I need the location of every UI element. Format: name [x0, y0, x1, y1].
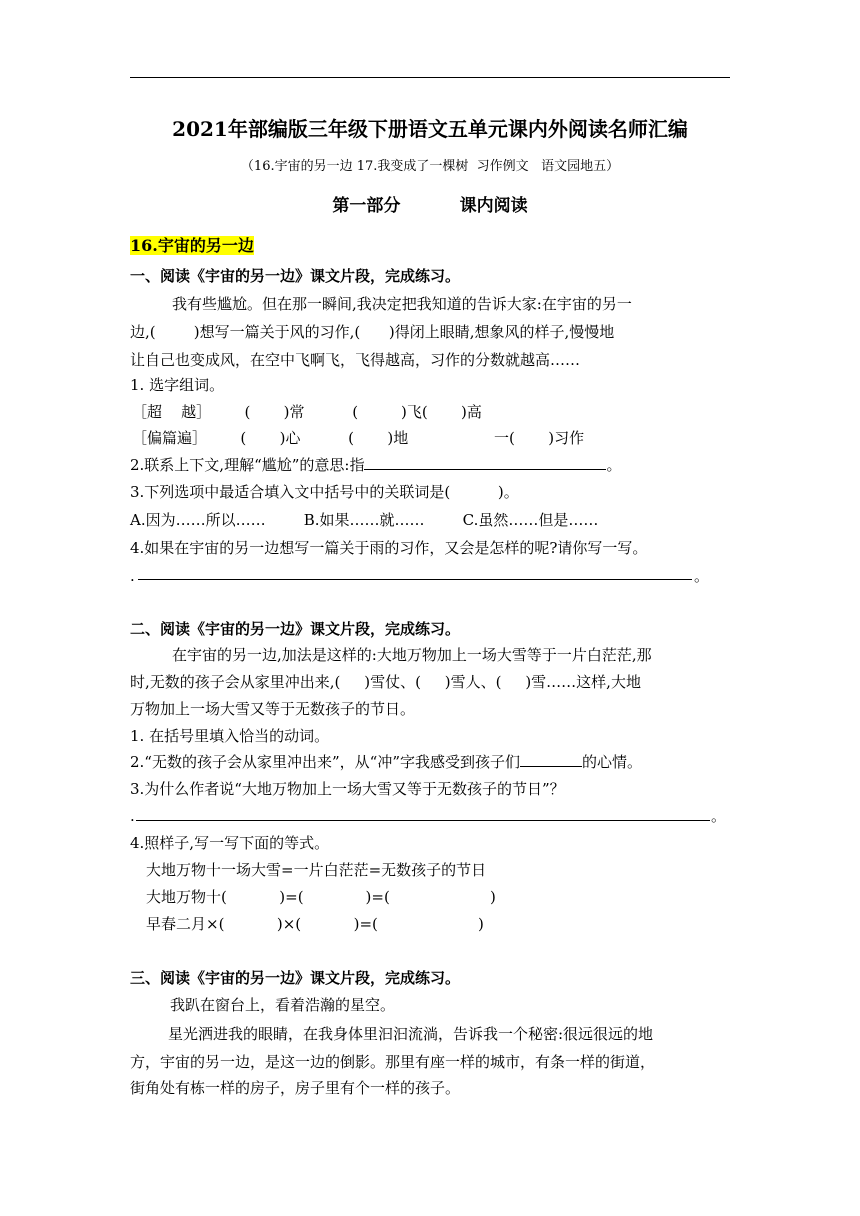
lesson-heading-text: 16.宇宙的另一边 [130, 236, 254, 255]
answer-line[interactable] [138, 579, 692, 580]
section-1-question-1: 1. 选字组词。 [130, 376, 225, 394]
section-1-question-4-end: 。 [694, 567, 710, 585]
section-2-heading: 二、阅读《宇宙的另一边》课文片段，完成练习。 [130, 620, 461, 638]
lesson-heading [130, 236, 254, 256]
section-3-passage-line-1: 我趴在窗台上，看着浩瀚的星空。 [170, 996, 396, 1014]
part-heading: 第一部分 课内阅读 [332, 196, 528, 216]
section-2-equation-2: 早春二月×( )×( )=( ) [146, 915, 484, 933]
section-1-question-4: 4.如果在宇宙的另一边想写一篇关于雨的习作，又会是怎样的呢?请你写一写。 [130, 539, 648, 557]
section-2-question-3-dot: . [130, 807, 135, 825]
section-1-question-2-end: 。 [606, 456, 622, 474]
section-1-question-1-row-2: ［偏篇遍］ ( )心 ( )地 一( )习作 [132, 429, 585, 447]
section-2-question-2-end: 的心情。 [582, 753, 643, 771]
section-2-question-4: 4.照样子,写一写下面的等式。 [130, 834, 330, 852]
section-1-heading: 一、阅读《宇宙的另一边》课文片段，完成练习。 [130, 267, 461, 285]
section-1-passage-line-2: 边,( )想写一篇关于风的习作,( )得闭上眼睛,想象风的样子,慢慢地 [130, 323, 615, 341]
section-1-question-1-row-1: ［超 越］ ( )常 ( )飞( )高 [132, 403, 482, 421]
document-subtitle: （16.宇宙的另一边 17.我变成了一棵树 习作例文 语文园地五） [240, 159, 620, 174]
answer-blank[interactable] [520, 752, 582, 767]
section-2-equation-1: 大地万物十( )=( )=( ) [146, 888, 496, 906]
section-2-question-3: 3.为什么作者说“大地万物加上一场大雪又等于无数孩子的节日”？ [130, 780, 565, 798]
section-1-passage-line-1: 我有些尴尬。但在那一瞬间,我决定把我知道的告诉大家:在宇宙的另一 [172, 295, 632, 313]
top-rule [130, 77, 730, 78]
section-1-question-2-text: 2.联系上下文,理解“尴尬”的意思:指 [130, 456, 365, 474]
answer-line[interactable] [136, 820, 710, 821]
section-2-equation-example: 大地万物十一场大雪=一片白茫茫=无数孩子的节日 [146, 861, 487, 879]
section-2-passage-line-2: 时,无数的孩子会从家里冲出来,( )雪仗、( )雪人、( )雪……这样,大地 [130, 673, 641, 691]
section-3-passage-line-3: 方，宇宙的另一边，是这一边的倒影。那里有座一样的城市，有条一样的街道， [130, 1053, 656, 1071]
section-2-passage-line-1: 在宇宙的另一边,加法是这样的:大地万物加上一场大雪等于一片白茫茫,那 [172, 646, 652, 664]
section-3-passage-line-4: 街角处有栋一样的房子，房子里有个一样的孩子。 [130, 1079, 461, 1097]
section-2-question-3-end: 。 [711, 807, 727, 825]
section-2-question-2-text: 2.“无数的孩子会从家里冲出来”，从“冲”字我感受到孩子们 [130, 753, 520, 771]
section-2-question-2 [130, 752, 642, 772]
section-1-question-4-dot: . [130, 567, 135, 585]
section-3-passage-line-2: 星光洒进我的眼睛，在我身体里汩汩流淌，告诉我一个秘密:很远很远的地 [168, 1025, 654, 1043]
section-3-heading: 三、阅读《宇宙的另一边》课文片段，完成练习。 [130, 969, 461, 987]
section-1-question-3: 3.下列选项中最适合填入文中括号中的关联词是( )。 [130, 483, 519, 501]
section-2-passage-line-3: 万物加上一场大雪又等于无数孩子的节日。 [130, 700, 416, 718]
document-title: 2021年部编版三年级下册语文五单元课内外阅读名师汇编 [172, 117, 688, 141]
section-1-question-2 [130, 455, 622, 475]
section-1-passage-line-3: 让自己也变成风，在空中飞啊飞，飞得越高，习作的分数就越高…… [130, 351, 581, 369]
section-2-question-1: 1. 在括号里填入恰当的动词。 [130, 727, 330, 745]
answer-blank[interactable] [364, 455, 606, 470]
section-1-question-3-options: A.因为……所以…… B.如果……就…… C.虽然……但是…… [130, 511, 599, 529]
